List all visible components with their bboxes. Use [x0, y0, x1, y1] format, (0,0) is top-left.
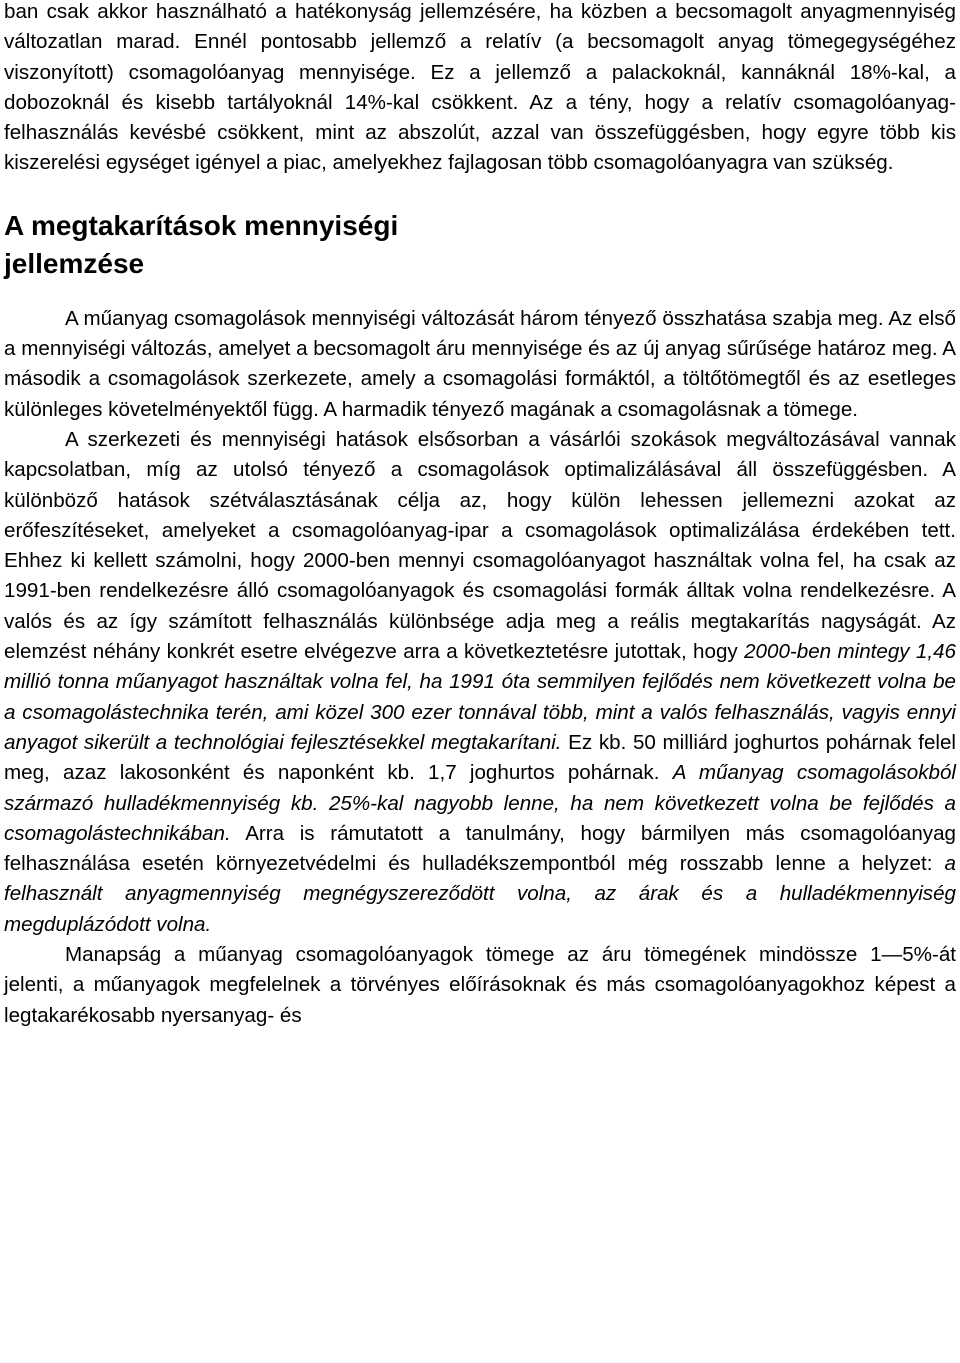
section-heading-line2: jellemzése [4, 247, 145, 279]
paragraph-factors: A műanyag csomagolások mennyiségi változását három tényező összhatása szabja meg. Az első a mennyiségi változás, amelyet a becsomagolt áru mennyisége és az új anyag sűrűsége határoz meg. A második a csomagolások szerkezete, amely a csomagolási formáktól, a töltőtömegtől és az esetleges különleges követelményektől függ. A harmadik tényező magának a csomagolásnak a tömege. [4, 306, 956, 421]
paragraph-nowadays: Manapság a műanyag csomagolóanyagok tömege az áru tömegének mindössze 1—5%-át jelenti, a műanyagok megfelelnek a törvényes előírásoknak és más csomagolóanyagokhoz képest a legtakarékosabb nyersanyag- és [4, 943, 956, 1027]
intro-paragraph: ban csak akkor használható a hatékonyság jellemzésére, ha közben a becsomagolt anyagmennyiség változatlan marad. Ennél pontosabb jellemző a relatív (a becsomagolt anyag tömegegységéhez viszonyított) csomagolóanyag mennyisége. Ez a jellemző a palackoknál, kannáknál 18%-kal, a dobozoknál és kisebb tartályoknál 14%-kal csökkent. Az a tény, hogy a relatív csomagolóanyag-felhasználás kevésbé csökkent, mint az abszolút, azzal van összefüggésben, hogy egyre több kis kiszerelési egységet igényel a piac, amelyekhez fajlagosan több csomagolóanyagra van szükség. [4, 0, 956, 175]
section-heading-line1: A megtakarítások mennyiségi [4, 209, 399, 241]
savings-text-1: A szerkezeti és mennyiségi hatások elsősorban a vásárlói szokások megváltozásával vannak kapcsolatban, míg az utolsó tényező a csomagolások optimalizálásával áll összefüggésben. A különböző hatások szétválasztásának célja az, hogy külön lehessen jellemezni azokat az erőfeszítéseket, amelyeket a csomagolóanyag-ipar a csomagolások optimalizálása érdekében tett. Ehhez ki kellett számolni, hogy 2000-ben mennyi csomagolóanyagot használtak volna fel, ha csak az 1991-ben rendelkezésre álló csomagolóanyagok és csomagolási formák álltak volna rendelkezésre. A valós és az így számított felhasználás különbsége adja meg a reális megtakarítás nagyságát. Az elemzést néhány konkrét esetre elvégezve arra a következtetésre jutottak, hogy [4, 427, 956, 664]
savings-emphasis-2: A műanyag csomagolásokból származó hulladékmennyiség kb. 25%-kal nagyobb lenne, ha nem következett volna be fejlődés a csomagolástechnikában. [4, 761, 956, 845]
savings-emphasis-3: a felhasznált anyagmennyiség megnégyszereződött volna, az árak és a hulladékmennyiség megduplázódott volna. [4, 852, 956, 936]
section-heading [4, 207, 956, 283]
savings-text-3: Arra is rámutatott a tanulmány, hogy bármilyen más csomagolóanyag felhasználása esetén környezetvédelmi és hulladékszempontból még rosszabb lenne a helyzet: [4, 821, 956, 876]
paragraph-savings [4, 425, 956, 940]
savings-emphasis-1: 2000-ben mintegy 1,46 millió tonna műanyagot használtak volna fel, ha 1991 óta semmilyen fejlődés nem következett volna be a csomagolástechnika terén, ami közel 300 ezer tonnával több, mint a valós felhasználás, vagyis ennyi anyagot sikerült a technológiai fejlesztésekkel megtakarítani. [4, 640, 957, 754]
savings-text-2: Ez kb. 50 milliárd joghurtos pohárnak felel meg, azaz lakosonként és naponként kb. 1,7 joghurtos pohárnak. [4, 730, 957, 785]
document-page [4, 0, 956, 1031]
